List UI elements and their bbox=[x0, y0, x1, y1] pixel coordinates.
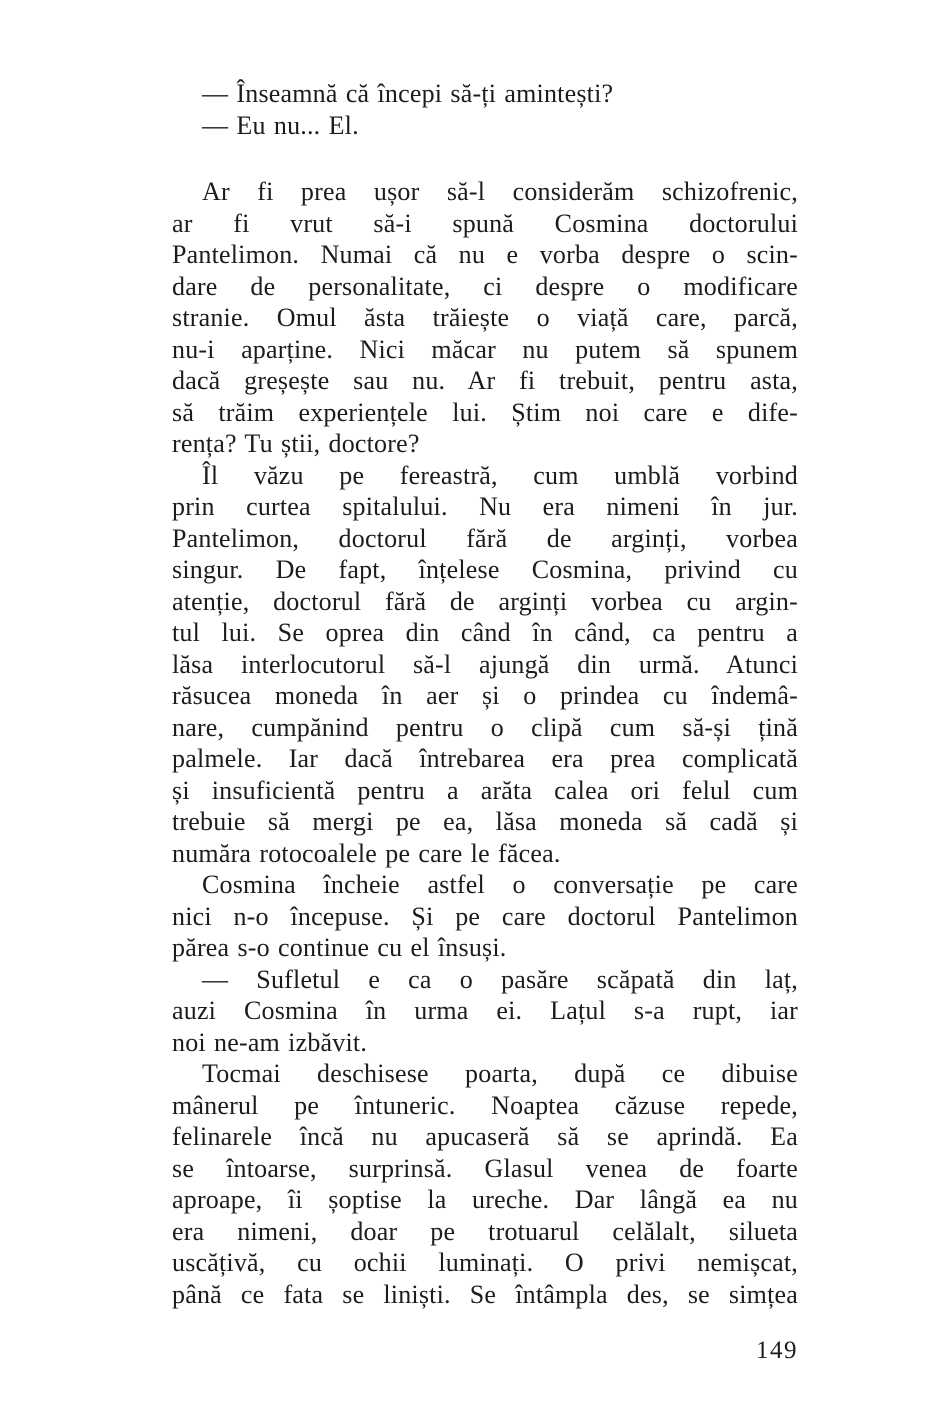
text-line: — Înseamnă că începi să-ți amintești? bbox=[202, 79, 614, 108]
text-line: atenție, doctorul fără de arginți vorbea cu argin- bbox=[172, 586, 798, 616]
text-line: rența? Tu știi, doctore? bbox=[172, 429, 420, 458]
text-line: Cosmina încheie astfel o conversație pe care bbox=[202, 870, 798, 899]
text-line: nare, cumpănind pentru o clipă cum să-și țină bbox=[172, 712, 798, 742]
text-line: nu-i aparține. Nici măcar nu putem să spunem bbox=[172, 334, 798, 364]
text-line: număra rotocoalele pe care le făcea. bbox=[172, 838, 561, 868]
text-line: răsucea moneda în aer și o prindea cu îndemâ- bbox=[172, 681, 798, 710]
text-line: palmele. Iar dacă întrebarea era prea complicată bbox=[172, 744, 798, 773]
text-line: Tocmai deschisese poarta, după ce dibuise bbox=[202, 1059, 798, 1088]
text-line: părea s-o continue cu el însuși. bbox=[172, 933, 507, 962]
text-line: lăsa interlocutorul să-l ajungă din urmă. Atunci bbox=[172, 649, 798, 679]
text-line: ar fi vrut să-i spună Cosmina doctorului bbox=[172, 208, 798, 238]
text-line: să trăim experiențele lui. Știm noi care e dife- bbox=[172, 397, 798, 427]
dialogue-paragraph bbox=[172, 78, 798, 110]
paragraph bbox=[172, 1058, 798, 1310]
paragraph bbox=[172, 176, 798, 460]
text-line: tul lui. Se oprea din când în când, ca pentru a bbox=[172, 618, 798, 647]
text-line: mânerul pe întuneric. Noaptea căzuse repede, bbox=[172, 1090, 798, 1120]
text-line: și insuficientă pentru a arăta calea ori felul cum bbox=[172, 775, 798, 805]
paragraph bbox=[172, 869, 798, 964]
dialogue-paragraph bbox=[172, 110, 798, 142]
text-line: era nimeni, doar pe trotuarul celălalt, silueta bbox=[172, 1216, 798, 1246]
text-line: nici n-o începuse. Și pe care doctorul Pantelimon bbox=[172, 901, 798, 931]
text-line: dare de personalitate, ci despre o modificare bbox=[172, 271, 798, 301]
dialogue-paragraph bbox=[172, 964, 798, 1059]
text-line: felinarele încă nu apucaseră să se aprindă. Ea bbox=[172, 1122, 798, 1151]
text-line: prin curtea spitalului. Nu era nimeni în jur. bbox=[172, 492, 798, 521]
text-line: se întoarse, surprinsă. Glasul venea de foarte bbox=[172, 1153, 798, 1183]
text-column bbox=[172, 78, 798, 1310]
paragraph bbox=[172, 460, 798, 870]
text-line: — Sufletul e ca o pasăre scăpată din laț, bbox=[202, 964, 798, 994]
text-line: stranie. Omul ăsta trăiește o viață care, parcă, bbox=[172, 303, 798, 332]
text-line: singur. De fapt, înțelese Cosmina, privind cu bbox=[172, 555, 798, 584]
text-line: aproape, îi șoptise la ureche. Dar lângă ea nu bbox=[172, 1185, 798, 1214]
text-line: Pantelimon. Numai că nu e vorba despre o scin- bbox=[172, 240, 798, 269]
text-line: până ce fata se liniști. Se întâmpla des, se simțea bbox=[172, 1279, 798, 1309]
text-line: — Eu nu... El. bbox=[202, 110, 359, 140]
text-line: uscățivă, cu ochii luminați. O privi nemișcat, bbox=[172, 1248, 798, 1277]
text-line: trebuie să mergi pe ea, lăsa moneda să cadă și bbox=[172, 807, 798, 836]
text-line: Pantelimon, doctorul fără de arginți, vorbea bbox=[172, 523, 798, 553]
text-line: Îl văzu pe fereastră, cum umblă vorbind bbox=[202, 460, 798, 490]
text-line: dacă greșește sau nu. Ar fi trebuit, pentru asta, bbox=[172, 366, 798, 395]
page-number: 149 bbox=[756, 1337, 798, 1364]
text-line: noi ne-am izbăvit. bbox=[172, 1027, 368, 1057]
text-line: auzi Cosmina în urma ei. Lațul s-a rupt, iar bbox=[172, 996, 798, 1025]
text-line: Ar fi prea ușor să-l considerăm schizofrenic, bbox=[202, 177, 798, 206]
